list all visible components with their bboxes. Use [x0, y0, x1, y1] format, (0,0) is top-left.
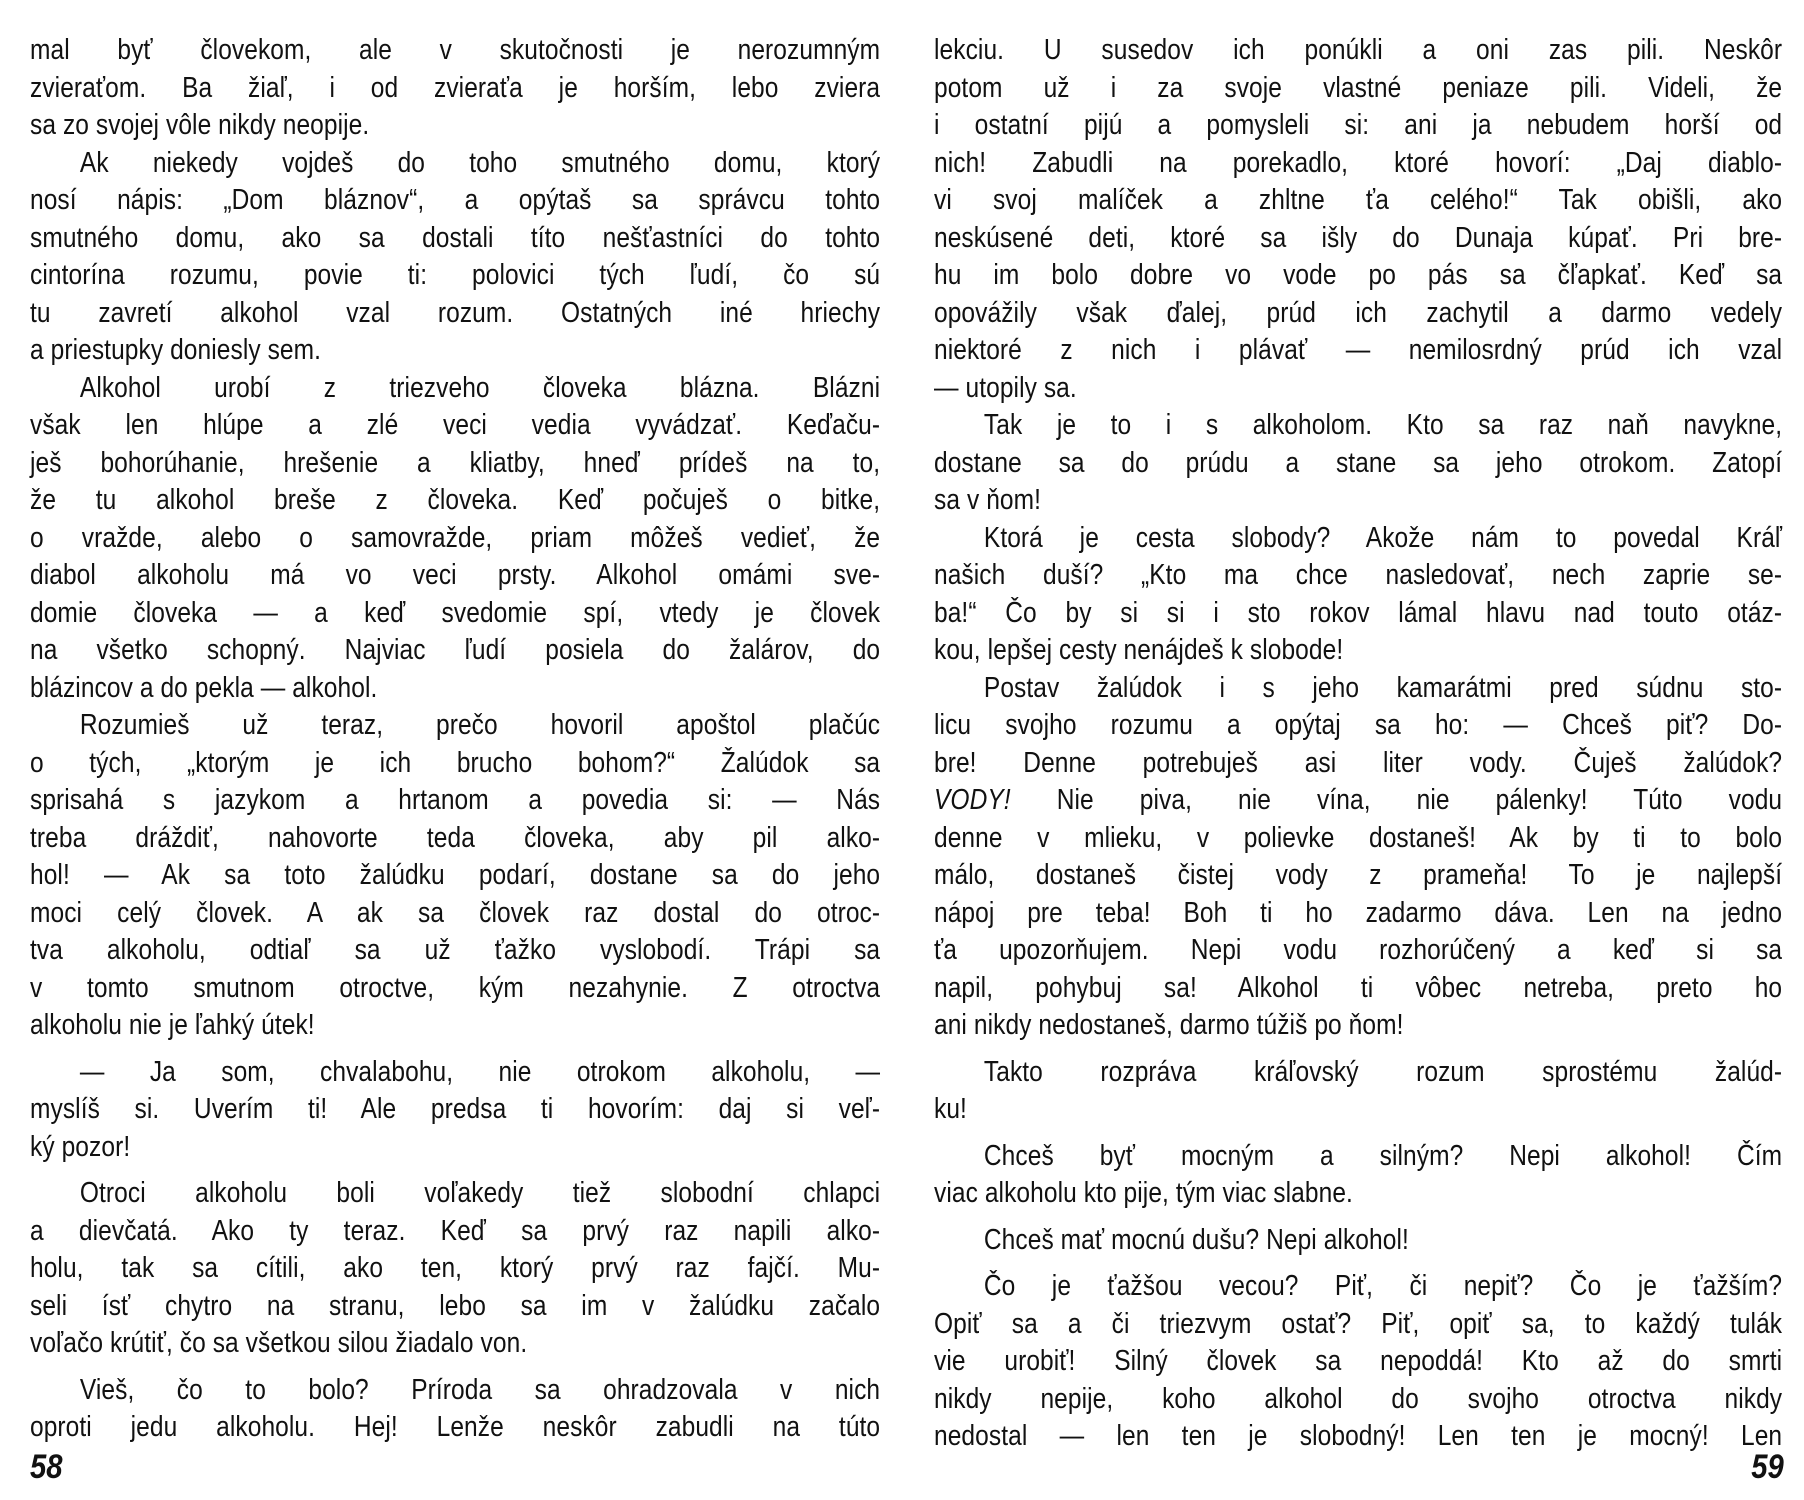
text-line: napil, pohybuj sa! Alkohol ti vôbec netreba, preto ho	[934, 971, 1783, 1004]
text-line: tva alkoholu, odtiaľ sa už ťažko vyslobodí. Trápi sa	[30, 934, 881, 966]
text-line: kou, lepšej cesty nenájdeš k slobode!	[934, 634, 1344, 666]
text-line: sa v ňom!	[934, 484, 1042, 516]
right-text-column	[934, 32, 1782, 1456]
text-line: mal byť človekom, ale v skutočnosti je nerozumným	[30, 34, 881, 66]
text-line: a priestupky doniesly sem.	[30, 334, 322, 366]
text-line: voľačo krútiť, čo sa všetkou silou žiadalo von.	[30, 1327, 528, 1359]
paragraph-gap	[30, 1045, 880, 1054]
text-line: Chceš mať mocnú dušu? Nepi alkohol!	[983, 1223, 1409, 1256]
text-line: domie človeka — a keď svedomie spí, vtedy je človek	[30, 596, 881, 629]
paragraph-gap	[934, 1129, 1782, 1138]
text-line: ani nikdy nedostaneš, darmo túžiš po ňom!	[934, 1009, 1404, 1041]
text-line: o vražde, alebo o samovražde, priam môžeš vedieť, že	[30, 521, 881, 554]
right-page	[902, 0, 1804, 1500]
text-line: treba dráždiť, nahovorte teda človeka, aby pil alko-	[30, 821, 881, 854]
text-line: nikdy nepije, koho alkohol do svojho otroctva nikdy	[934, 1382, 1783, 1415]
text-line: nedostal — len ten je slobodný! Len ten je mocný! Len	[934, 1420, 1783, 1452]
text-line: licu svojho rozumu a opýtaj sa ho: — Chceš piť? Do-	[934, 709, 1783, 741]
text-line: Opiť sa a či triezvym ostať? Piť, opiť sa, to každý tulák	[934, 1307, 1783, 1340]
text-line: dostane sa do prúdu a stane sa jeho otrokom. Zatopí	[934, 446, 1783, 479]
text-line: Chceš byť mocným a silným? Nepi alkohol! Čím	[983, 1139, 1783, 1172]
text-line: našich duší? „Kto ma chce nasledovať, nech zaprie se-	[934, 559, 1783, 591]
text-line: Postav žalúdok i s jeho kamarátmi pred súdnu sto-	[983, 671, 1783, 704]
text-line: málo, dostaneš čistej vody z prameňa! To je najlepší	[934, 859, 1783, 891]
text-line: vie urobiť! Silný človek sa nepoddá! Kto až do smrti	[934, 1345, 1783, 1377]
text-line: tu zavretí alkohol vzal rozum. Ostatných iné hriechy	[30, 296, 881, 329]
text-line: Tak je to i s alkoholom. Kto sa raz naň navykne,	[983, 409, 1783, 441]
paragraph-gap	[30, 1363, 880, 1372]
text-line: hu im bolo dobre vo vode po pás sa čľapkať. Keď sa	[934, 259, 1783, 291]
text-line: myslíš si. Uverím ti! Ale predsa ti hovorím: daj si veľ-	[30, 1093, 881, 1125]
text-line: Ktorá je cesta slobody? Akože nám to povedal Kráľ	[983, 521, 1783, 554]
text-line: na všetko schopný. Najviac ľudí posiela do žalárov, do	[30, 634, 881, 666]
text-line: ťa upozorňujem. Nepi vodu rozhorúčený a keď si sa	[934, 934, 1783, 966]
text-line: i ostatní pijú a pomysleli si: ani ja nebudem horší od	[934, 109, 1783, 141]
page-number-left: 58	[30, 1448, 63, 1486]
text-line: blázincov a do pekla — alkohol.	[30, 671, 378, 704]
text-line	[934, 782, 1782, 820]
text-line: ký pozor!	[30, 1130, 131, 1163]
emphasis-text: VODY!	[934, 784, 1011, 816]
text-line: smutného domu, ako sa dostali títo nešťastníci do tohto	[30, 221, 881, 254]
line-text: Nie piva, nie vína, nie pálenky! Túto vodu	[1010, 784, 1783, 816]
text-line: hol! — Ak sa toto žalúdku podarí, dostane sa do jeho	[30, 859, 881, 891]
text-line: Rozumieš už teraz, prečo hovoril apoštol plačúc	[79, 709, 881, 741]
text-line: — Ja som, chvalabohu, nie otrokom alkoholu, —	[79, 1055, 881, 1088]
text-line: nosí nápis: „Dom bláznov“, a opýtaš sa správcu tohto	[30, 184, 881, 216]
text-line: potom už i za svoje vlastné peniaze pili. Videli, že	[934, 71, 1783, 104]
text-line: zvieraťom. Ba žiaľ, i od zvieraťa je horším, lebo zviera	[30, 71, 881, 104]
text-line: a dievčatá. Ako ty teraz. Keď sa prvý raz napili alko-	[30, 1214, 881, 1247]
text-line: Ak niekedy vojdeš do toho smutného domu, ktorý	[79, 146, 881, 179]
text-line: však len hlúpe a zlé veci vedia vyvádzať. Keďaču-	[30, 409, 881, 441]
text-line: nich! Zabudli na porekadlo, ktoré hovorí: „Daj diablo-	[934, 146, 1783, 179]
text-line: niektoré z nich i plávať — nemilosrdný prúd ich vzal	[934, 334, 1783, 366]
paragraph-gap	[934, 1045, 1782, 1054]
text-line: Čo je ťažšou vecou? Piť, či nepiť? Čo je ťažším?	[983, 1270, 1783, 1302]
text-line: seli ísť chytro na stranu, lebo sa im v žalúdku začalo	[30, 1289, 881, 1322]
text-line: že tu alkohol breše z človeka. Keď počuješ o bitke,	[30, 484, 881, 516]
paragraph-gap	[934, 1213, 1782, 1222]
text-line: ku!	[934, 1093, 967, 1125]
text-line: alkoholu nie je ľahký útek!	[30, 1009, 315, 1041]
paragraph-gap	[934, 1259, 1782, 1268]
text-line: Vieš, čo to bolo? Príroda sa ohradzovala v nich	[79, 1373, 881, 1406]
text-line: — utopily sa.	[934, 371, 1077, 404]
text-line: viac alkoholu kto pije, tým viac slabne.	[934, 1177, 1353, 1209]
text-line: cintorína rozumu, povie ti: polovici tých ľudí, čo sú	[30, 259, 881, 291]
text-line: neskúsené deti, ktoré sa išly do Dunaja kúpať. Pri bre-	[934, 221, 1783, 254]
text-line: v tomto smutnom otroctve, kým nezahynie. Z otroctva	[30, 971, 881, 1004]
text-line: Otroci alkoholu boli voľakedy tiež slobodní chlapci	[79, 1177, 881, 1209]
text-line: Alkohol urobí z triezveho človeka blázna. Blázni	[79, 371, 881, 404]
text-line: diabol alkoholu má vo veci prsty. Alkohol omámi sve-	[30, 559, 881, 591]
page-number-right: 59	[1751, 1448, 1784, 1486]
text-line: denne v mlieku, v polievke dostaneš! Ak by ti to bolo	[934, 821, 1783, 854]
text-line: vi svoj malíček a zhltne ťa celého!“ Tak obišli, ako	[934, 184, 1783, 216]
text-line: ba!“ Čo by si si i sto rokov lámal hlavu nad touto otáz-	[934, 596, 1783, 629]
text-line: oproti jedu alkoholu. Hej! Lenže neskôr zabudli na túto	[30, 1411, 881, 1443]
text-line: sprisahá s jazykom a hrtanom a povedia si: — Nás	[30, 784, 881, 816]
text-line: sa zo svojej vôle nikdy neopije.	[30, 109, 370, 141]
paragraph-gap	[30, 1166, 880, 1175]
text-line: moci celý človek. A ak sa človek raz dostal do otroc-	[30, 896, 881, 929]
text-line: holu, tak sa cítili, ako ten, ktorý prvý raz fajčí. Mu-	[30, 1252, 881, 1284]
text-line: opovážily však ďalej, prúd ich zachytil a darmo vedely	[934, 296, 1783, 329]
left-text-column	[30, 32, 880, 1447]
text-line: Takto rozpráva kráľovský rozum sprostému žalúd-	[983, 1055, 1783, 1088]
text-line: ješ bohorúhanie, hrešenie a kliatby, hneď prídeš na to,	[30, 446, 881, 479]
text-line: bre! Denne potrebuješ asi liter vody. Čuješ žalúdok?	[934, 746, 1783, 779]
text-line: o tých, „ktorým je ich brucho bohom?“ Žalúdok sa	[30, 746, 881, 779]
text-line: lekciu. U susedov ich ponúkli a oni zas pili. Neskôr	[934, 34, 1783, 66]
text-line: nápoj pre teba! Boh ti ho zadarmo dáva. Len na jedno	[934, 896, 1783, 929]
